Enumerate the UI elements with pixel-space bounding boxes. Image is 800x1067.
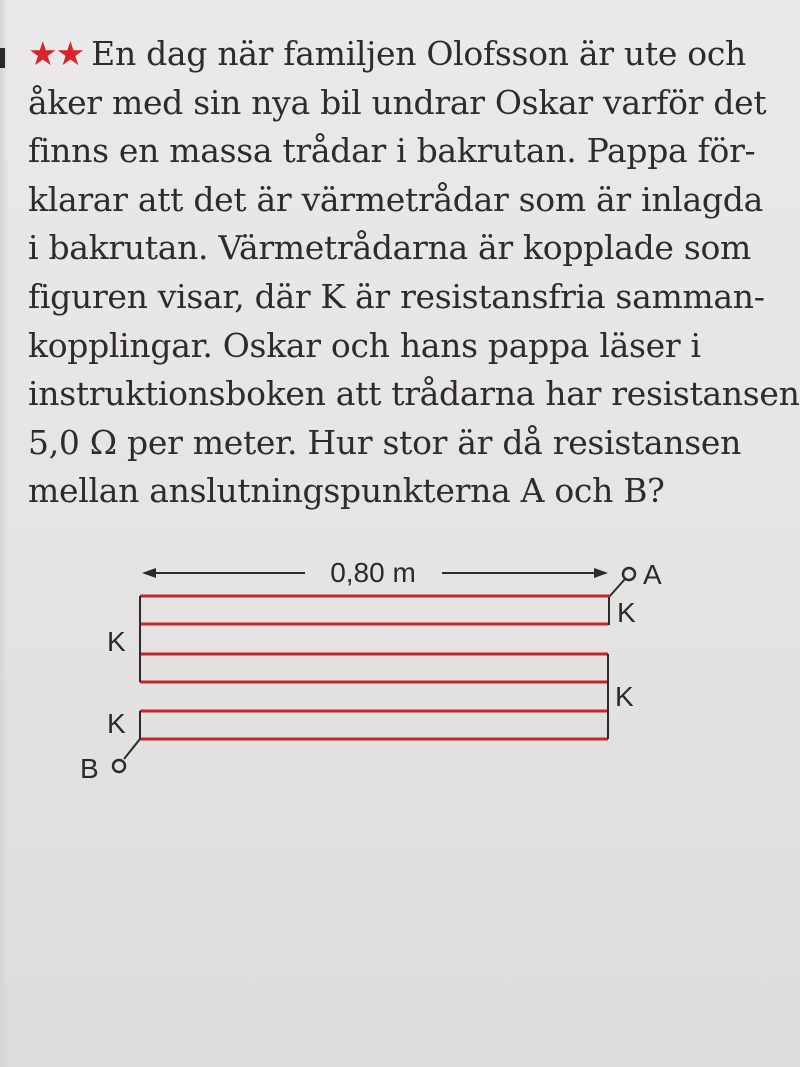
problem-line-9: 5,0 Ω per meter. Hur stor är då resistansen [28, 422, 742, 462]
problem-line-5: i bakrutan. Värmetrådarna är kopplade som [28, 228, 752, 268]
width-label: 0,80 m [330, 557, 416, 588]
arrowhead-right [594, 568, 608, 578]
arrowhead-left [142, 568, 156, 578]
terminal-b-lead [124, 739, 140, 759]
terminal-a-lead [609, 579, 625, 597]
problem-line-10: mellan anslutningspunkterna A och B? [28, 471, 665, 511]
problem-line-1: ★★ En dag när familjen Olofsson är ute och [28, 34, 746, 73]
difficulty-stars: ★★ [28, 34, 84, 73]
k-label-right-bottom: K [615, 681, 634, 712]
problem-line-7: kopplingar. Oskar och hans pappa läser i [28, 325, 701, 365]
problem-text [28, 30, 798, 516]
k-label-left-top: K [107, 626, 126, 657]
problem-line-4: klarar att det är värmetrådar som är inlagda [28, 179, 763, 219]
terminal-a-icon [623, 568, 635, 580]
problem-line-6: figuren visar, där K är resistansfria samman- [28, 276, 765, 316]
k-label-left-bottom: K [107, 708, 126, 739]
margin-mark [0, 48, 5, 68]
problem-line-2: åker med sin nya bil undrar Oskar varför det [28, 82, 767, 122]
k-label-right-top: K [617, 597, 636, 628]
terminal-b-icon [113, 760, 125, 772]
problem-line-8: instruktionsboken att trådarna har resistansen [28, 374, 800, 414]
label-a: A [643, 559, 662, 590]
circuit-figure [0, 540, 800, 800]
label-b: B [80, 753, 99, 784]
page-edge [0, 0, 8, 1067]
problem-line-3: finns en massa trådar i bakrutan. Pappa för- [28, 131, 756, 171]
